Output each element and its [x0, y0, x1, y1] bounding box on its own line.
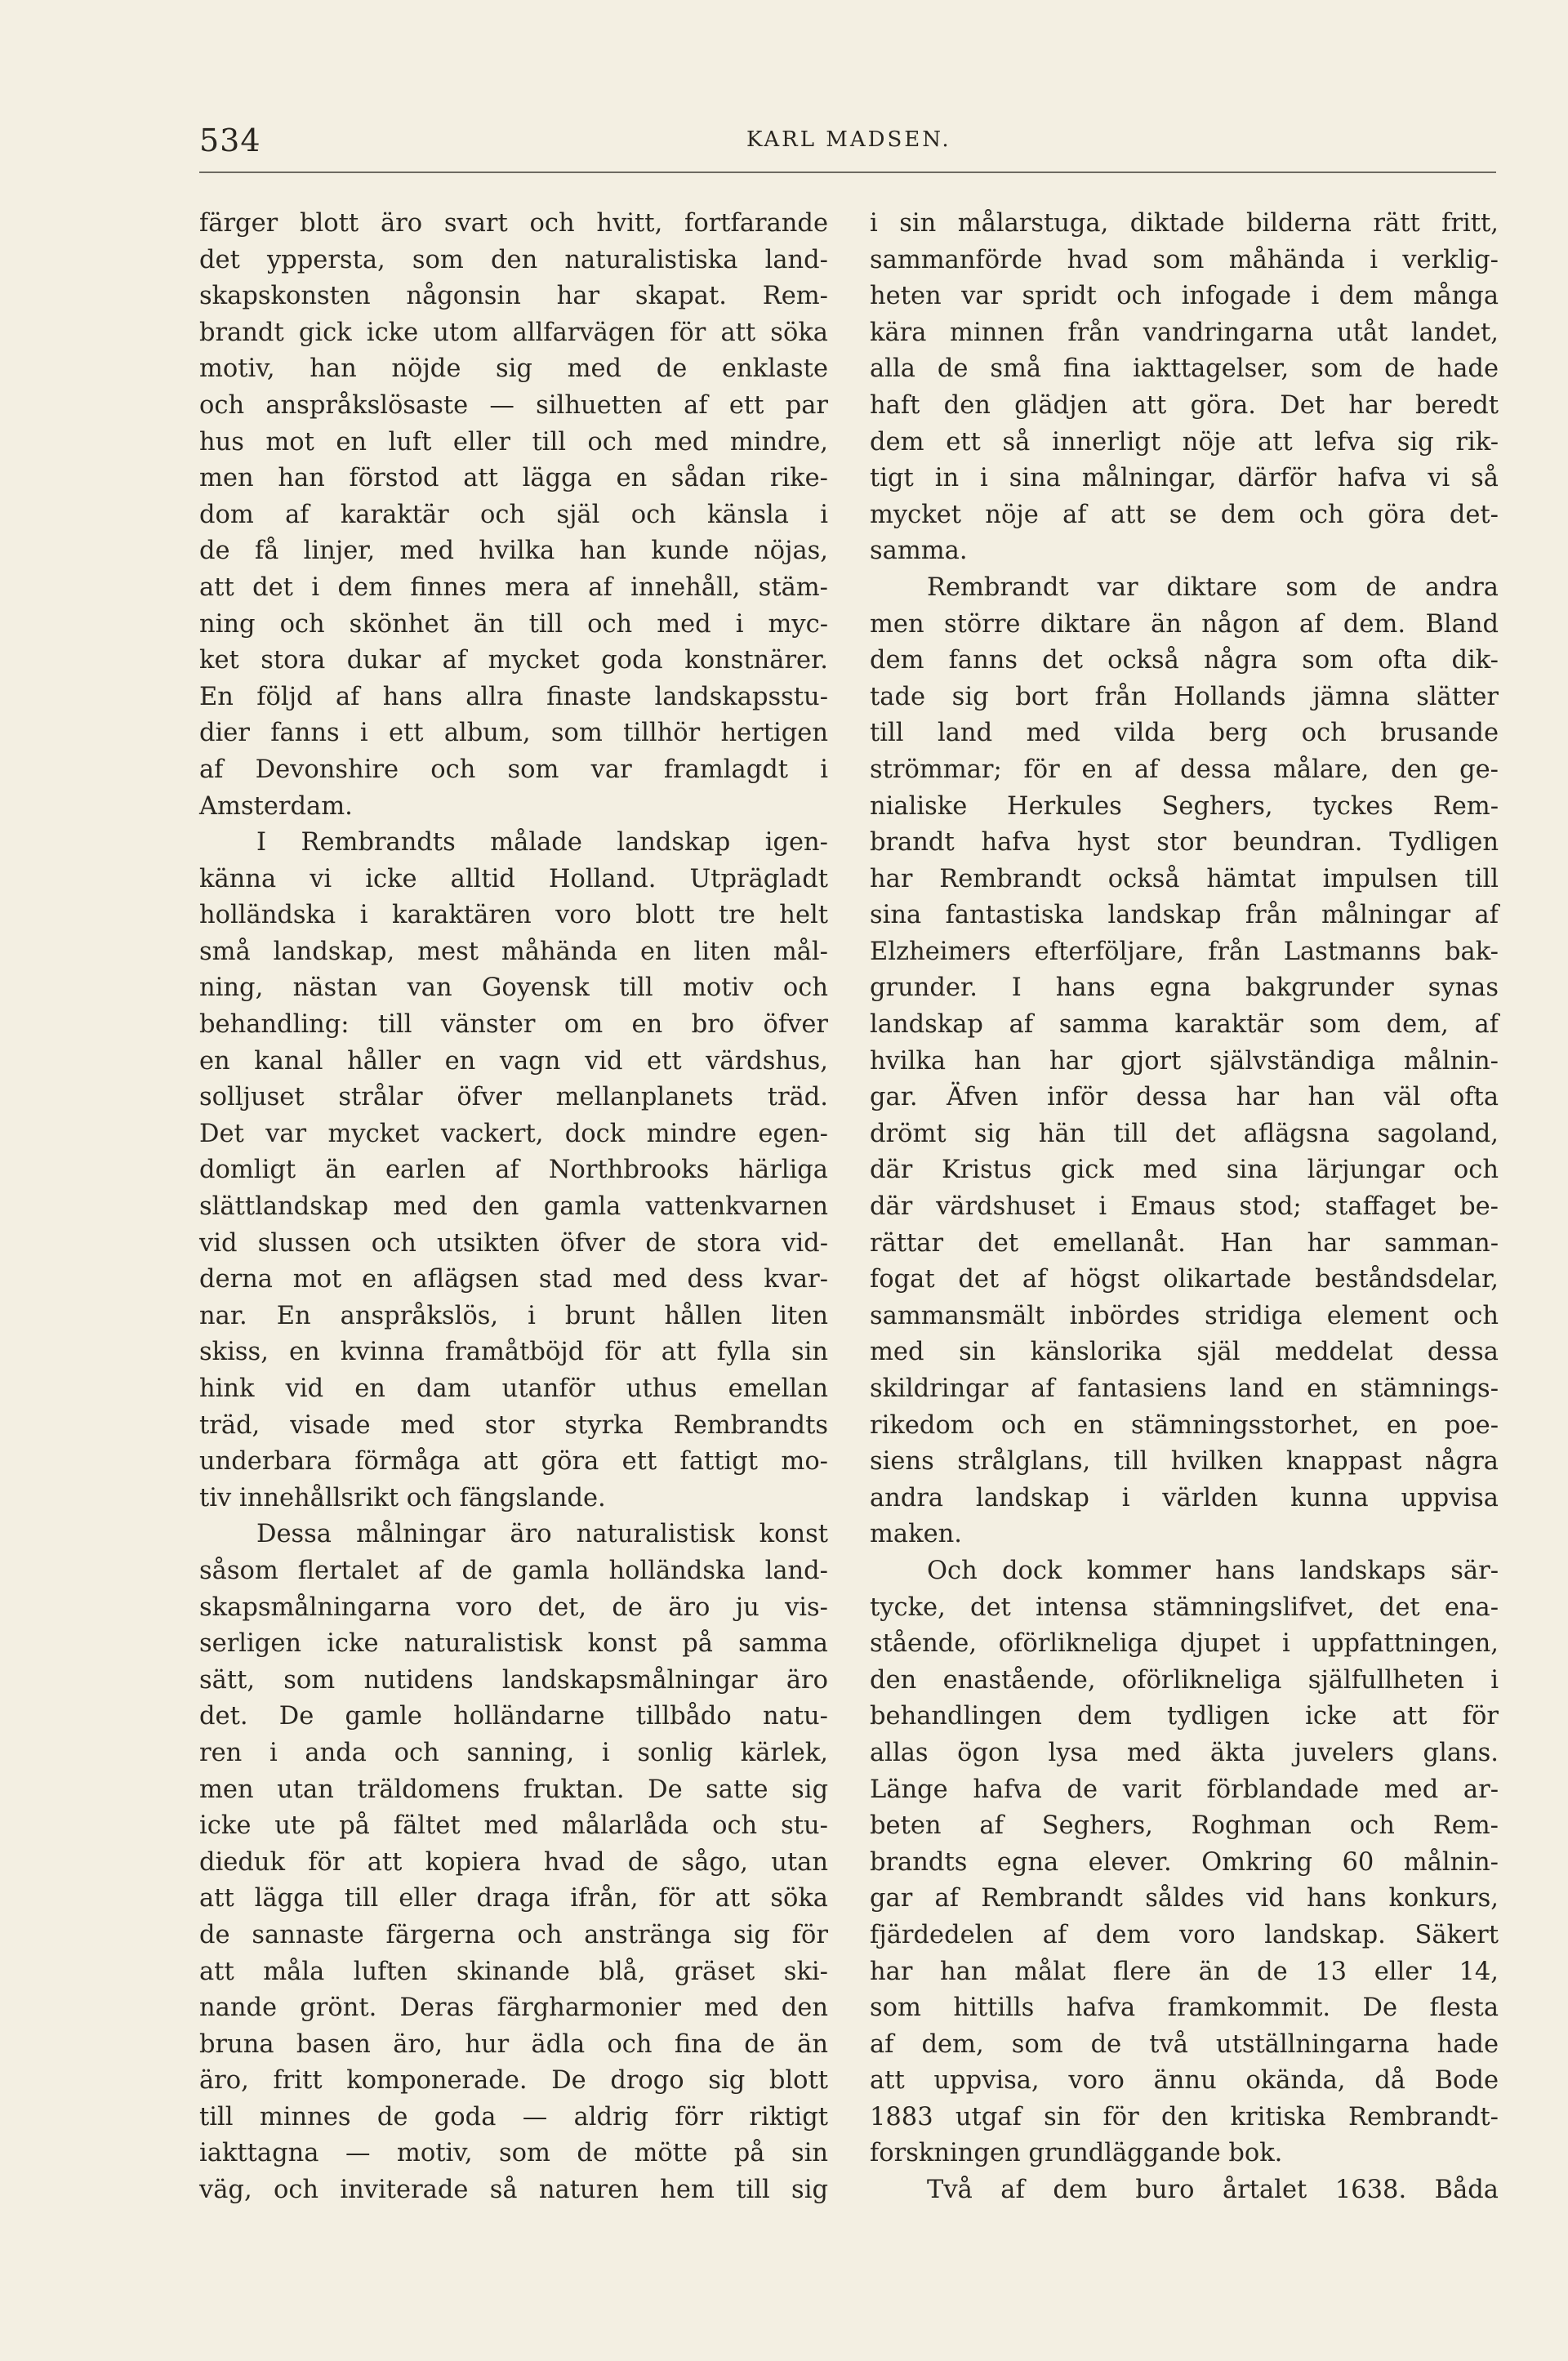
text-line: sätt, som nutidens landskapsmålningar äro [199, 1665, 828, 1695]
text-line: de få linjer, med hvilka han kunde nöjas, [199, 537, 828, 566]
text-line: Elzheimers efterföljare, från Lastmanns bak- [870, 937, 1499, 966]
text-line: har han målat flere än de 13 eller 14, [870, 1957, 1499, 1986]
text-line: nar. En anspråkslös, i brunt hållen liten [199, 1301, 828, 1330]
text-line: hvilka han har gjort självständiga målnin- [870, 1046, 1499, 1076]
text-line: landskap af samma karaktär som dem, af [870, 1010, 1499, 1040]
text-line: som hittills hafva framkommit. De flesta [870, 1993, 1499, 2023]
text-line: dier fanns i ett album, som tillhör hertigen [199, 719, 828, 748]
text-line: grunder. I hans egna bakgrunder synas [870, 973, 1499, 1003]
text-line: behandling: till vänster om en bro öfver [199, 1010, 828, 1040]
text-line: maken. [870, 1520, 962, 1549]
text-line: och anspråkslösaste — silhuetten af ett par [199, 390, 828, 420]
text-line: tigt in i sina målningar, därför hafva vi så [870, 464, 1499, 493]
text-line: beten af Seghers, Roghman och Rem- [870, 1811, 1499, 1841]
text-line: hus mot en luft eller till och med mindre, [199, 427, 828, 457]
text-line: tade sig bort från Hollands jämna slätter [870, 682, 1499, 711]
text-line: färger blott äro svart och hvitt, fortfarande [199, 209, 828, 238]
text-line: Amsterdam. [199, 791, 353, 821]
text-line: derna mot en aflägsen stad med dess kvar- [199, 1265, 828, 1294]
text-line: de sannaste färgerna och anstränga sig för [199, 1920, 828, 1949]
text-line: till minnes de goda — aldrig förr riktigt [199, 2102, 828, 2132]
text-line: haft den glädjen att göra. Det har beredt [870, 390, 1499, 420]
text-line: med sin känslorika själ meddelat dessa [870, 1338, 1499, 1367]
running-head: KARL MADSEN. [746, 127, 951, 152]
text-line: i sin målarstuga, diktade bilderna rätt fritt, [870, 209, 1499, 238]
text-line: solljuset strålar öfver mellanplanets träd. [199, 1083, 828, 1112]
text-line: en kanal håller en vagn vid ett värdshus, [199, 1046, 828, 1076]
text-line: rättar det emellanåt. Han har samman- [870, 1228, 1499, 1258]
text-line: mycket nöje af att se dem och göra det- [870, 500, 1499, 529]
text-line: att uppvisa, voro ännu okända, då Bode [870, 2066, 1499, 2096]
text-line: vid slussen och utsikten öfver de stora vid- [199, 1228, 828, 1258]
text-line: ket stora dukar af mycket goda konstnärer. [199, 646, 828, 675]
text-line: skiss, en kvinna framåtböjd för att fylla sin [199, 1338, 828, 1367]
text-line: alla de små fina iakttagelser, som de hade [870, 354, 1499, 384]
text-line: stående, oförlikneliga djupet i uppfattningen, [870, 1629, 1499, 1659]
text-line: skapskonsten någonsin har skapat. Rem- [199, 282, 828, 311]
text-line: dieduk för att kopiera hvad de sågo, utan [199, 1847, 828, 1877]
text-line: Rembrandt var diktare som de andra [927, 572, 1499, 602]
text-line: 1883 utgaf sin för den kritiska Rembrandt- [870, 2102, 1499, 2132]
text-line: skildringar af fantasiens land en stämnings- [870, 1374, 1499, 1403]
text-line: Länge hafva de varit förblandade med ar- [870, 1775, 1499, 1804]
text-line: ning, nästan van Goyensk till motiv och [199, 973, 828, 1003]
text-line: Och dock kommer hans landskaps sär- [927, 1556, 1499, 1585]
text-line: Dessa målningar äro naturalistisk konst [256, 1520, 828, 1549]
text-line: nande grönt. Deras färgharmonier med den [199, 1993, 828, 2023]
text-line: brandt hafva hyst stor beundran. Tydligen [870, 828, 1499, 858]
text-line: sina fantastiska landskap från målningar af [870, 901, 1499, 930]
text-line: hink vid en dam utanför uthus emellan [199, 1374, 828, 1403]
text-line: samma. [870, 537, 968, 566]
text-line: siens strålglans, till hvilken knappast några [870, 1447, 1499, 1477]
text-line: att måla luften skinande blå, gräset ski- [199, 1957, 828, 1986]
text-line: holländska i karaktären voro blott tre helt [199, 901, 828, 930]
text-line: rikedom och en stämningsstorhet, en poe- [870, 1410, 1499, 1440]
text-line: bruna basen äro, hur ädla och fina de än [199, 2029, 828, 2059]
text-line: sammansmält inbördes stridiga element och [870, 1301, 1499, 1330]
text-line: dem fanns det också några som ofta dik- [870, 646, 1499, 675]
text-line: att lägga till eller draga ifrån, för att söka [199, 1884, 828, 1913]
text-line: Det var mycket vackert, dock mindre egen- [199, 1119, 828, 1148]
text-line: fjärdedelen af dem voro landskap. Säkert [870, 1920, 1499, 1949]
text-line: har Rembrandt också hämtat impulsen till [870, 864, 1499, 893]
text-line: Två af dem buro årtalet 1638. Båda [927, 2176, 1499, 2205]
text-line: I Rembrandts målade landskap igen- [256, 828, 828, 858]
text-column-left [199, 206, 828, 2209]
text-line: behandlingen dem tydligen icke att för [870, 1702, 1499, 1731]
text-line: tycke, det intensa stämningslifvet, det ena- [870, 1593, 1499, 1622]
text-line: skapsmålningarna voro det, de äro ju vis- [199, 1593, 828, 1622]
text-line: äro, fritt komponerade. De drogo sig blott [199, 2066, 828, 2096]
text-line: slättlandskap med den gamla vattenkvarnen [199, 1192, 828, 1222]
text-line: gar. Äfven inför dessa har han väl ofta [870, 1083, 1499, 1112]
text-line: brandts egna elever. Omkring 60 målnin- [870, 1847, 1499, 1877]
text-line: iakttagna — motiv, som de mötte på sin [199, 2139, 828, 2168]
text-line: brandt gick icke utom allfarvägen för att söka [199, 318, 828, 347]
text-line: där värdshuset i Emaus stod; staffaget be- [870, 1192, 1499, 1222]
text-line: serligen icke naturalistisk konst på samma [199, 1629, 828, 1659]
text-line: af Devonshire och som var framlagdt i [199, 755, 828, 784]
text-line: sammanförde hvad som måhända i verklig- [870, 245, 1499, 274]
text-line: allas ögon lysa med äkta juvelers glans. [870, 1738, 1499, 1767]
text-line: forskningen grundläggande bok. [870, 2139, 1283, 2168]
text-line: En följd af hans allra finaste landskapsstu- [199, 682, 828, 711]
text-line: men han förstod att lägga en sådan rike- [199, 464, 828, 493]
text-line: små landskap, mest måhända en liten mål- [199, 937, 828, 966]
text-line: gar af Rembrandt såldes vid hans konkurs, [870, 1884, 1499, 1913]
text-line: den enastående, oförlikneliga själfullheten i [870, 1665, 1499, 1695]
text-line: ren i anda och sanning, i sonlig kärlek, [199, 1738, 828, 1767]
text-line: såsom flertalet af de gamla holländska land- [199, 1556, 828, 1585]
text-line: till land med vilda berg och brusande [870, 719, 1499, 748]
text-line: träd, visade med stor styrka Rembrandts [199, 1410, 828, 1440]
text-line: nialiske Herkules Seghers, tyckes Rem- [870, 791, 1499, 821]
text-line: men utan träldomens fruktan. De satte sig [199, 1775, 828, 1804]
text-line: det yppersta, som den naturalistiska land- [199, 245, 828, 274]
text-line: känna vi icke alltid Holland. Utprägladt [199, 864, 828, 893]
text-line: att det i dem finnes mera af innehåll, stäm- [199, 572, 828, 602]
text-line: icke ute på fältet med målarlåda och stu- [199, 1811, 828, 1841]
text-line: väg, och inviterade så naturen hem till sig [199, 2176, 828, 2205]
text-line: fogat det af högst olikartade beståndsdelar, [870, 1265, 1499, 1294]
text-line: strömmar; för en af dessa målare, den ge- [870, 755, 1499, 784]
text-line: andra landskap i världen kunna uppvisa [870, 1483, 1499, 1512]
page-header [199, 123, 1496, 173]
text-column-right [870, 206, 1499, 2209]
text-line: heten var spridt och infogade i dem många [870, 282, 1499, 311]
text-line: drömt sig hän till det aflägsna sagoland, [870, 1119, 1499, 1148]
text-line: men större diktare än någon af dem. Bland [870, 609, 1499, 639]
text-line: ning och skönhet än till och med i myc- [199, 609, 828, 639]
text-line: domligt än earlen af Northbrooks härliga [199, 1156, 828, 1185]
page-number: 534 [199, 123, 261, 158]
text-line: motiv, han nöjde sig med de enklaste [199, 354, 828, 384]
text-line: där Kristus gick med sina lärjungar och [870, 1156, 1499, 1185]
text-line: kära minnen från vandringarna utåt landet, [870, 318, 1499, 347]
text-line: underbara förmåga att göra ett fattigt mo- [199, 1447, 828, 1477]
text-line: tiv innehållsrikt och fängslande. [199, 1483, 606, 1512]
text-line: det. De gamle holländarne tillbådo natu- [199, 1702, 828, 1731]
text-line: dom af karaktär och själ och känsla i [199, 500, 828, 529]
text-line: dem ett så innerligt nöje att lefva sig rik- [870, 427, 1499, 457]
text-line: af dem, som de två utställningarna hade [870, 2029, 1499, 2059]
